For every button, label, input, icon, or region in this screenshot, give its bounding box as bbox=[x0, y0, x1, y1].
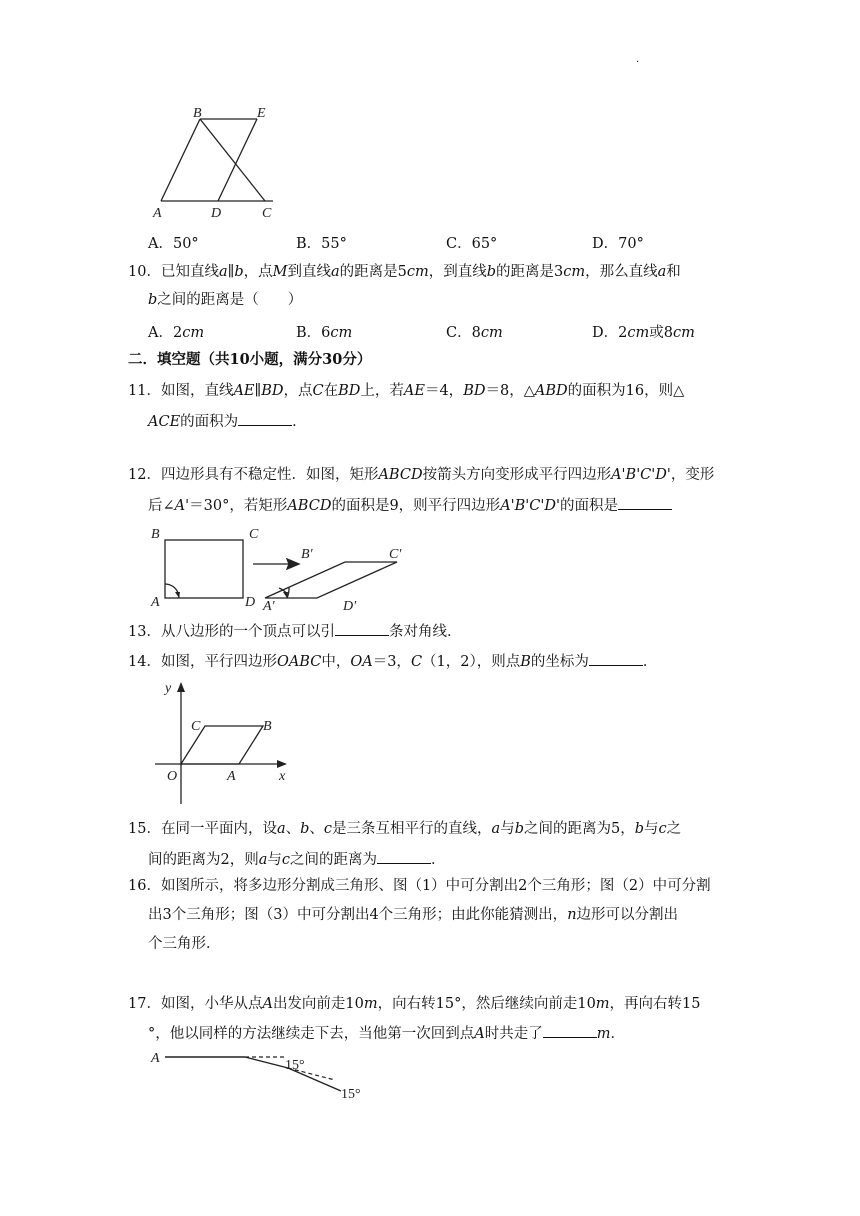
unit-cm: cm bbox=[563, 264, 586, 280]
text: 和 bbox=[666, 264, 681, 280]
var-a: a bbox=[657, 264, 667, 280]
var-a: a bbox=[491, 821, 501, 837]
text: ，那么直线 bbox=[585, 264, 658, 280]
q9-option-d[interactable]: D．70° bbox=[592, 236, 644, 252]
answer-blank[interactable] bbox=[377, 848, 431, 864]
q16-line-1: 16．如图所示，将多边形分割成三角形、图（1）中可分割出2个三角形；图（2）中可分割 bbox=[128, 878, 711, 894]
var-b: b bbox=[148, 292, 158, 308]
text: 边形可以分割出 bbox=[576, 907, 679, 923]
text: ，点 bbox=[243, 264, 273, 280]
answer-blank[interactable] bbox=[543, 1022, 597, 1038]
text: 与 bbox=[500, 821, 515, 837]
q10-option-b[interactable] bbox=[296, 321, 352, 342]
q10-option-a[interactable] bbox=[148, 321, 204, 342]
text: 、 bbox=[285, 821, 301, 837]
fig12-label-a: A bbox=[151, 595, 160, 610]
var-b: b bbox=[300, 821, 310, 837]
fig9-label-a: A bbox=[153, 206, 162, 221]
fig17-label-a: A bbox=[151, 1051, 160, 1066]
q9-option-a[interactable]: A．50° bbox=[148, 236, 199, 252]
var-oa: OA bbox=[350, 654, 373, 670]
q10-option-c[interactable] bbox=[446, 321, 503, 342]
var-oabc: OABC bbox=[276, 654, 322, 670]
text: D．2 bbox=[592, 325, 628, 341]
text: 的面积为16，则△ bbox=[567, 383, 685, 399]
text: 的距离是5 bbox=[339, 264, 407, 280]
text: 之间的距离为5， bbox=[523, 821, 635, 837]
var-b: b bbox=[234, 264, 244, 280]
unit-cm: cm bbox=[406, 264, 429, 280]
fig14-label-c: C bbox=[191, 719, 201, 734]
text: 17．如图，小华从点 bbox=[128, 996, 263, 1012]
q14-figure bbox=[145, 676, 295, 808]
q11-line-2 bbox=[148, 410, 307, 432]
q12-figure bbox=[145, 522, 415, 614]
corner-mark: . bbox=[636, 54, 640, 65]
q17-line-2 bbox=[148, 1022, 625, 1044]
var-abcd: ABCD bbox=[378, 467, 423, 483]
unit-cm: cm bbox=[480, 325, 503, 341]
var-c: C bbox=[312, 383, 324, 399]
fig12-label-b-prime: B' bbox=[301, 547, 313, 562]
text: 12．四边形具有不稳定性．如图，矩形 bbox=[128, 467, 379, 483]
text: ． bbox=[610, 1026, 625, 1042]
text: ＝30°，若矩形 bbox=[189, 498, 288, 514]
q10-line-2 bbox=[148, 290, 302, 310]
text: ＝3， bbox=[372, 654, 411, 670]
var-a: A bbox=[474, 1026, 485, 1042]
text: （1，2），则点 bbox=[422, 654, 521, 670]
text: 之 bbox=[666, 821, 682, 837]
text: 的距离是3 bbox=[496, 264, 564, 280]
text: 之间的距离为 bbox=[290, 852, 378, 868]
q11-line-1 bbox=[128, 381, 684, 401]
fig12-label-d: D bbox=[245, 595, 256, 610]
q9-option-c[interactable]: C．65° bbox=[446, 236, 498, 252]
text: 之间的距离是（ ） bbox=[157, 292, 303, 308]
var-abcd-prime: A'B'C'D' bbox=[611, 467, 671, 483]
var-c: C bbox=[410, 654, 423, 670]
fig14-label-y: y bbox=[165, 681, 172, 696]
text: C．8 bbox=[446, 325, 481, 341]
text: 的面积是 bbox=[559, 498, 618, 514]
var-a: a bbox=[276, 821, 286, 837]
var-b: b bbox=[634, 821, 645, 837]
text: 后∠ bbox=[148, 498, 175, 514]
var-c: c bbox=[658, 821, 667, 837]
unit-m: m bbox=[595, 996, 610, 1012]
q17-line-1 bbox=[128, 994, 701, 1014]
text: 11．如图，直线 bbox=[128, 383, 234, 399]
unit-m: m bbox=[596, 1026, 611, 1042]
text: A．2 bbox=[148, 325, 183, 341]
q12-line-2 bbox=[148, 494, 672, 516]
fig17-angle-2: 15° bbox=[341, 1087, 361, 1102]
q13-line bbox=[128, 620, 461, 642]
fig12-label-c-prime: C' bbox=[389, 547, 402, 562]
var-bd: BD bbox=[261, 383, 284, 399]
text: 与 bbox=[267, 852, 282, 868]
var-n: n bbox=[567, 907, 577, 923]
text: 14．如图，平行四边形 bbox=[128, 654, 277, 670]
q12-line-1 bbox=[128, 465, 714, 485]
text: 间的距离为2，则 bbox=[148, 852, 259, 868]
var-m: M bbox=[272, 264, 288, 280]
text: 10．已知直线 bbox=[128, 264, 219, 280]
text: ． bbox=[431, 852, 446, 868]
q10-line-1 bbox=[128, 262, 681, 282]
text: 的面积是9，则平行四边形 bbox=[331, 498, 501, 514]
q9-option-b[interactable]: B．55° bbox=[296, 236, 347, 252]
text: 出3个三角形；图（3）中可分割出4个三角形；由此你能猜测出， bbox=[148, 907, 568, 923]
unit-cm: cm bbox=[672, 325, 695, 341]
text: ，向右转15°，然后继续向前走10 bbox=[377, 996, 596, 1012]
text: 的面积为 bbox=[180, 414, 239, 430]
var-b: B bbox=[520, 654, 531, 670]
var-abcd: ABCD bbox=[287, 498, 332, 514]
text: 或8 bbox=[649, 325, 673, 341]
answer-blank[interactable] bbox=[589, 650, 643, 666]
var-c: c bbox=[281, 852, 291, 868]
fig14-label-o: O bbox=[167, 769, 178, 784]
text: 上，若 bbox=[360, 383, 404, 399]
text: 时共走了 bbox=[484, 1026, 543, 1042]
answer-blank[interactable] bbox=[335, 620, 389, 636]
text: 条对角线． bbox=[388, 624, 462, 640]
text: ，点 bbox=[283, 383, 313, 399]
unit-cm: cm bbox=[182, 325, 205, 341]
parallel-symbol: ∥ bbox=[227, 264, 235, 280]
answer-blank[interactable] bbox=[238, 410, 292, 426]
text: ＝8，△ bbox=[485, 383, 535, 399]
text: 13．从八边形的一个顶点可以引 bbox=[128, 624, 335, 640]
fig17-angle-1: 15° bbox=[285, 1058, 305, 1073]
fig9-label-d: D bbox=[211, 206, 222, 221]
q15-line-1 bbox=[128, 819, 681, 839]
text: 按箭头方向变形成平行四边形 bbox=[422, 467, 612, 483]
fig14-label-x: x bbox=[279, 769, 286, 784]
q14-line bbox=[128, 650, 657, 672]
text: ，变形 bbox=[670, 467, 715, 483]
var-a: A bbox=[262, 996, 273, 1012]
unit-m: m bbox=[363, 996, 378, 1012]
var-bd: BD bbox=[338, 383, 361, 399]
text: °，他以同样的方法继续走下去，当他第一次回到点 bbox=[148, 1026, 475, 1042]
var-ace: ACE bbox=[148, 414, 181, 430]
var-abcd-prime: A'B'C'D' bbox=[500, 498, 560, 514]
var-c: c bbox=[323, 821, 333, 837]
fig12-label-a-prime: A' bbox=[263, 599, 275, 614]
text: 出发向前走10 bbox=[272, 996, 364, 1012]
var-b: b bbox=[514, 821, 524, 837]
q16-line-2 bbox=[148, 905, 678, 925]
fig12-label-c: C bbox=[249, 527, 259, 542]
var-abd: ABD bbox=[534, 383, 568, 399]
unit-cm: cm bbox=[627, 325, 650, 341]
fig12-label-b: B bbox=[151, 527, 160, 542]
answer-blank[interactable] bbox=[618, 494, 672, 510]
text: B．6 bbox=[296, 325, 331, 341]
var-ae: AE bbox=[403, 383, 425, 399]
var-a: a bbox=[258, 852, 268, 868]
text: 、 bbox=[309, 821, 324, 837]
unit-cm: cm bbox=[330, 325, 353, 341]
fig9-label-c: C bbox=[262, 206, 272, 221]
fig9-label-e: E bbox=[257, 106, 266, 121]
fig9-label-b: B bbox=[193, 106, 202, 121]
text: 到直线 bbox=[287, 264, 331, 280]
q10-option-d[interactable] bbox=[592, 321, 695, 342]
text: ，到直线 bbox=[428, 264, 487, 280]
var-a: a bbox=[330, 264, 340, 280]
text: 中， bbox=[321, 654, 351, 670]
q9-figure bbox=[145, 100, 285, 225]
q17-figure bbox=[145, 1046, 375, 1106]
fig14-label-b: B bbox=[263, 719, 272, 734]
text: 与 bbox=[644, 821, 659, 837]
parallel-symbol: ∥ bbox=[254, 383, 262, 399]
text: ． bbox=[292, 414, 307, 430]
q16-line-3: 个三角形． bbox=[148, 936, 221, 952]
text: 15．在同一平面内，设 bbox=[128, 821, 277, 837]
var-bd: BD bbox=[463, 383, 486, 399]
text: 是三条互相平行的直线， bbox=[332, 821, 492, 837]
var-b: b bbox=[486, 264, 497, 280]
var-ae: AE bbox=[233, 383, 255, 399]
text: ＝4， bbox=[424, 383, 464, 399]
text: 的坐标为 bbox=[530, 654, 589, 670]
text: ，再向右转15 bbox=[609, 996, 701, 1012]
q15-line-2 bbox=[148, 848, 446, 870]
fig12-label-d-prime: D' bbox=[343, 599, 357, 614]
section-heading: 二．填空题（共10小题，满分30分） bbox=[128, 351, 372, 368]
text: 在 bbox=[323, 383, 339, 399]
fig14-label-a: A bbox=[227, 769, 236, 784]
var-a: a bbox=[218, 264, 228, 280]
text: ． bbox=[642, 654, 658, 670]
var-a-prime: A' bbox=[174, 498, 190, 514]
